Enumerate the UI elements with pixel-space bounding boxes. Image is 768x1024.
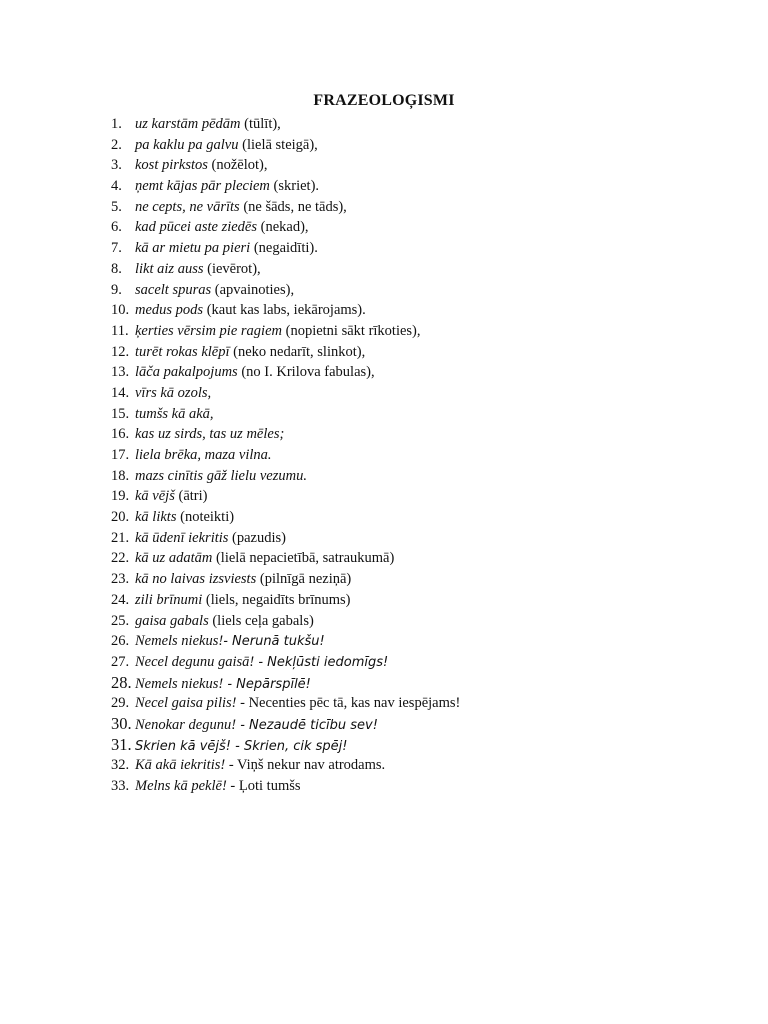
phrase-text: kas uz sirds, tas uz mēles; <box>135 426 285 443</box>
list-item <box>111 611 731 632</box>
phrase-text: Kā akā iekritis! <box>135 757 226 774</box>
phrase-meaning: (tūlīt), <box>240 116 281 132</box>
item-number: 22. <box>111 550 130 567</box>
list-item <box>111 528 731 549</box>
list-item <box>111 176 731 197</box>
phrase-meaning: (nopietni sākt rīkoties), <box>281 322 421 339</box>
list-item <box>111 280 731 301</box>
item-number: 30. <box>111 713 132 733</box>
list-item <box>111 238 731 259</box>
item-number: 6. <box>111 219 122 236</box>
list-item <box>111 155 731 176</box>
list-item <box>111 445 731 466</box>
phrase-text: vīrs kā ozols, <box>135 384 212 401</box>
phrase-meaning: (ne šāds, ne tāds), <box>239 198 347 215</box>
list-item <box>111 776 731 797</box>
phrase-text: Melns kā peklē! <box>135 778 227 794</box>
list-item <box>111 362 731 383</box>
phrase-text: kā ūdenī iekritis <box>135 529 229 546</box>
item-number: 10. <box>111 302 130 319</box>
phrase-text: Necel gaisa pilis! <box>135 695 237 712</box>
list-item <box>111 466 731 487</box>
item-number: 5. <box>111 198 122 215</box>
item-number: 31. <box>111 734 132 754</box>
phrase-meaning: - Nezaudē ticību sev! <box>236 717 378 733</box>
phrase-text: Necel degunu gaisā! <box>135 653 255 670</box>
list-item <box>111 300 731 321</box>
phrase-text: ne cepts, ne vārīts <box>135 198 240 215</box>
phrase-text: ķerties vērsim pie ragiem <box>135 322 282 339</box>
phrase-text: kā ar mietu pa pieri <box>135 240 251 257</box>
item-number: 17. <box>111 447 130 463</box>
phrase-meaning: (pazudis) <box>228 529 286 546</box>
list-item <box>111 486 731 507</box>
phrase-text: kā uz adatām <box>135 550 213 567</box>
phrase-text: lāča pakalpojums <box>135 364 238 381</box>
phrase-meaning: (no I. Krilova fabulas), <box>237 364 375 381</box>
phrase-meaning: (noteikti) <box>176 509 235 526</box>
phrase-meaning: (apvainoties), <box>211 281 295 298</box>
list-item <box>111 197 731 218</box>
list-item <box>111 735 731 756</box>
list-item <box>111 114 731 135</box>
phrase-text: liela brēka, maza vilna. <box>135 447 272 463</box>
page-title: FRAZEOLOĢISMI <box>313 92 455 109</box>
list-item <box>111 548 731 569</box>
phrase-text: sacelt spuras <box>135 281 212 298</box>
phrase-meaning: (ievērot), <box>203 260 261 277</box>
phrase-meaning: (skriet). <box>269 178 320 195</box>
phrase-meaning: - Ļoti tumšs <box>226 778 301 794</box>
phrase-text: Nemels niekus! <box>135 633 224 650</box>
item-number: 9. <box>111 281 122 298</box>
item-number: 13. <box>111 364 130 381</box>
phrase-meaning: - Nepārspīlē! <box>223 676 311 692</box>
phrase-text: kost pirkstos <box>135 157 208 174</box>
phrase-meaning: (ātri) <box>174 488 208 505</box>
phrase-text: kā no laivas izsviests <box>135 571 257 588</box>
item-number: 16. <box>111 426 130 443</box>
item-number: 19. <box>111 488 130 505</box>
item-number: 29. <box>111 695 130 712</box>
item-number: 12. <box>111 343 130 360</box>
list-item <box>111 652 731 673</box>
phrase-meaning: (negaidīti). <box>250 240 318 257</box>
phrase-meaning: (lielā steigā), <box>238 136 318 153</box>
phrase-text: mazs cinītis gāž lielu vezumu. <box>135 467 307 484</box>
list-item <box>111 631 731 652</box>
list-item <box>111 590 731 611</box>
phrase-meaning: (nožēlot), <box>207 157 268 174</box>
list-item <box>111 507 731 528</box>
item-number: 26. <box>111 633 130 650</box>
phrase-text: likt aiz auss <box>135 260 204 277</box>
item-number: 8. <box>111 260 122 277</box>
phrase-text: Skrien kā vējš! <box>135 738 232 754</box>
item-number: 20. <box>111 509 130 526</box>
phrase-text: Nenokar degunu! <box>135 716 237 733</box>
phrase-meaning: - Viņš nekur nav atrodams. <box>225 757 386 774</box>
phrase-meaning: - Nekļūsti iedomīgs! <box>254 654 389 670</box>
phrase-text: medus pods <box>135 302 204 319</box>
phrase-meaning: - Nerunā tukšu! <box>223 634 325 650</box>
item-number: 24. <box>111 591 130 608</box>
phrase-text: turēt rokas klēpī <box>135 343 230 360</box>
item-number: 11. <box>111 322 129 339</box>
list-item <box>111 714 731 735</box>
list-item <box>111 135 731 156</box>
list-item <box>111 755 731 776</box>
phrase-meaning: - Necenties pēc tā, kas nav iespējams! <box>236 695 461 712</box>
item-number: 18. <box>111 467 130 484</box>
list-item <box>111 259 731 280</box>
list-item <box>111 424 731 445</box>
list-item <box>111 321 731 342</box>
list-item <box>111 383 731 404</box>
phrase-meaning: (lielā nepacietībā, satraukumā) <box>212 550 395 567</box>
phrase-meaning: (nekad), <box>257 219 309 236</box>
item-number: 7. <box>111 240 122 257</box>
item-number: 27. <box>111 653 130 670</box>
phrase-text: gaisa gabals <box>135 612 209 629</box>
phrase-meaning: (neko nedarīt, slinkot), <box>229 343 366 360</box>
item-number: 32. <box>111 757 130 774</box>
list-item <box>111 693 731 714</box>
phrase-meaning: (kaut kas labs, iekārojams). <box>203 302 366 319</box>
item-number: 33. <box>111 778 130 794</box>
phrase-text: kā likts <box>135 509 177 526</box>
phrase-text: pa kaklu pa galvu <box>135 136 239 153</box>
item-number: 23. <box>111 571 130 588</box>
list-item <box>111 342 731 363</box>
phrase-meaning: (liels, negaidīts brīnums) <box>202 591 351 608</box>
phrase-text: uz karstām pēdām <box>135 116 241 132</box>
item-number: 3. <box>111 157 122 174</box>
item-number: 25. <box>111 612 130 629</box>
phrase-meaning: (liels ceļa gabals) <box>208 612 314 629</box>
phrase-meaning: - Skrien, cik spēj! <box>231 738 348 754</box>
item-number: 4. <box>111 178 122 195</box>
phrase-text: Nemels niekus! <box>135 675 224 692</box>
phrase-text: tumšs kā akā, <box>135 405 214 422</box>
list-item <box>111 673 731 694</box>
phrase-text: kad pūcei aste ziedēs <box>135 219 258 236</box>
item-number: 28. <box>111 672 132 692</box>
item-number: 14. <box>111 384 130 401</box>
phrase-list <box>111 114 731 797</box>
list-item <box>111 217 731 238</box>
phrase-text: zili brīnumi <box>135 591 203 608</box>
phrase-text: kā vējš <box>135 488 175 505</box>
list-item <box>111 404 731 425</box>
item-number: 21. <box>111 529 130 546</box>
item-number: 1. <box>111 116 122 132</box>
item-number: 15. <box>111 405 130 422</box>
phrase-meaning: (pilnīgā neziņā) <box>256 571 352 588</box>
item-number: 2. <box>111 136 122 153</box>
phrase-text: ņemt kājas pār pleciem <box>135 178 270 195</box>
list-item <box>111 569 731 590</box>
